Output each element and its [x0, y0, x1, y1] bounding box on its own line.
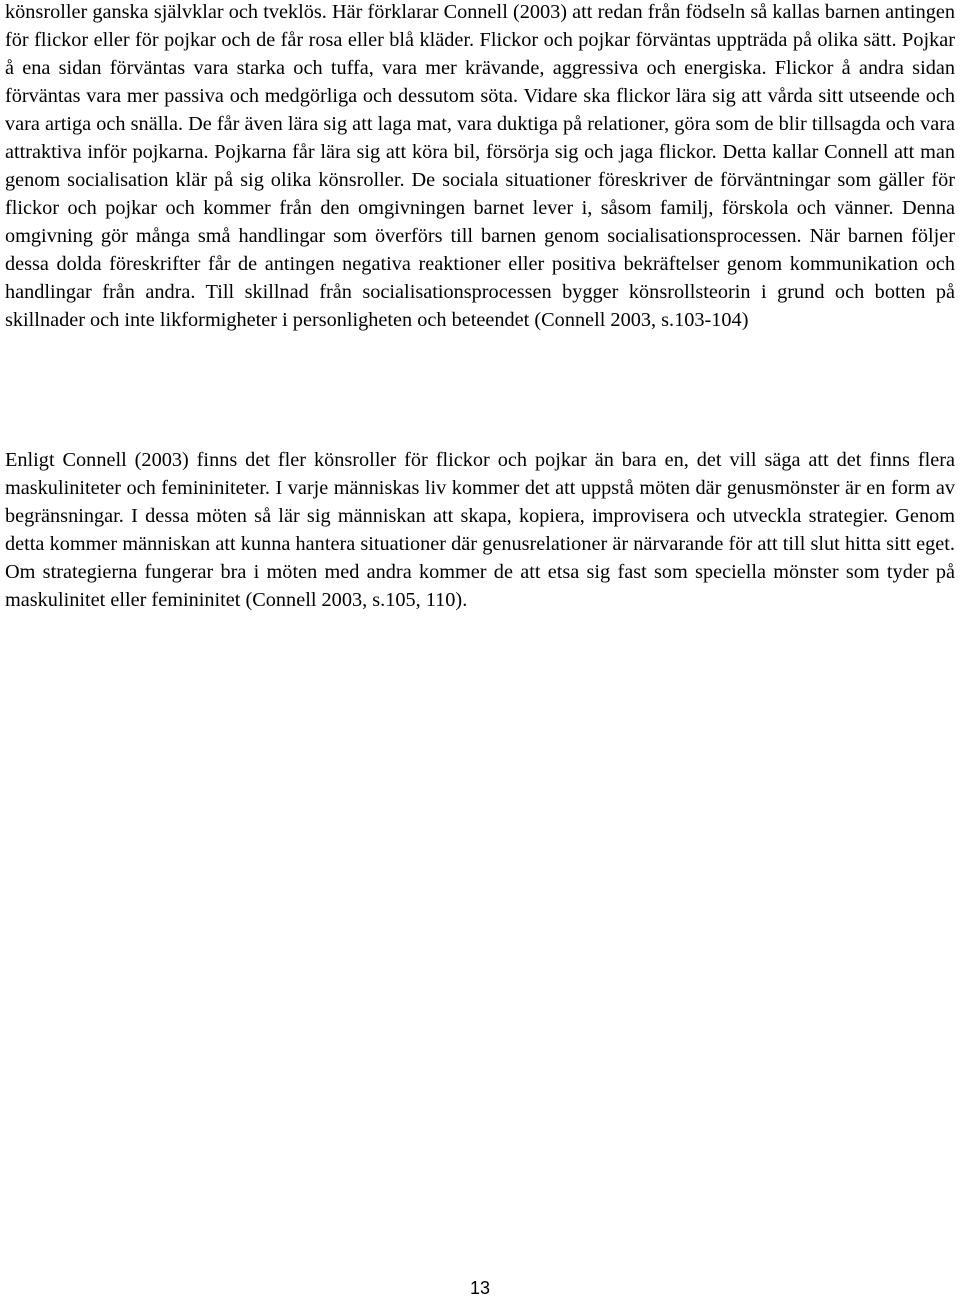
paragraph-gender-roles-socialisation: könsroller ganska självklar och tveklös. Här förklarar Connell (2003) att redan från födseln så kallas barnen antingen för flickor eller för pojkar och de får rosa eller blå kläder. Flickor och pojkar förväntas uppträda på olika sätt. Pojkar å ena sidan förväntas vara starka och tuffa, vara mer krävande, aggressiva och energiska. Flickor å andra sidan förväntas vara mer passiva och medgörliga och dessutom söta. Vidare ska flickor lära sig att vårda sitt utseende och vara artiga och snälla. De får även lära sig att laga mat, vara duktiga på relationer, göra som de blir tillsagda och vara attraktiva inför pojkarna. Pojkarna får lära sig att köra bil, försörja sig och jaga flickor. Detta kallar Connell att man genom socialisation klär på sig olika könsroller. De sociala situationer föreskriver de förväntningar som gäller för flickor och pojkar och kommer från den omgivningen barnet lever i, såsom familj, förskola och vänner. Denna omgivning gör många små handlingar som överförs till barnen genom socialisationsprocessen. När barnen följer dessa dolda föreskrifter får de antingen negativa reaktioner eller positiva bekräftelser genom kommunikation och handlingar från andra. Till skillnad från socialisationsprocessen bygger könsrollsteorin i grund och botten på skillnader och inte likformigheter i personligheten och beteendet (Connell 2003, s.103-104) — [5, 1, 955, 331]
paragraph-multiple-gender-roles: Enligt Connell (2003) finns det fler könsroller för flickor och pojkar än bara en, det vill säga att det finns flera maskuliniteter och femininiteter. I varje människas liv kommer det att uppstå möten där genusmönster är en form av begränsningar. I dessa möten så lär sig människan att skapa, kopiera, improvisera och utveckla strategier. Genom detta kommer människan att kunna hantera situationer där genusrelationer är närvarande för att till slut hitta sitt eget. Om strategierna fungerar bra i möten med andra kommer de att etsa sig fast som speciella mönster som tyder på maskulinitet eller femininitet (Connell 2003, s.105, 110). — [5, 449, 955, 611]
page-number: 13 — [469, 1278, 491, 1298]
